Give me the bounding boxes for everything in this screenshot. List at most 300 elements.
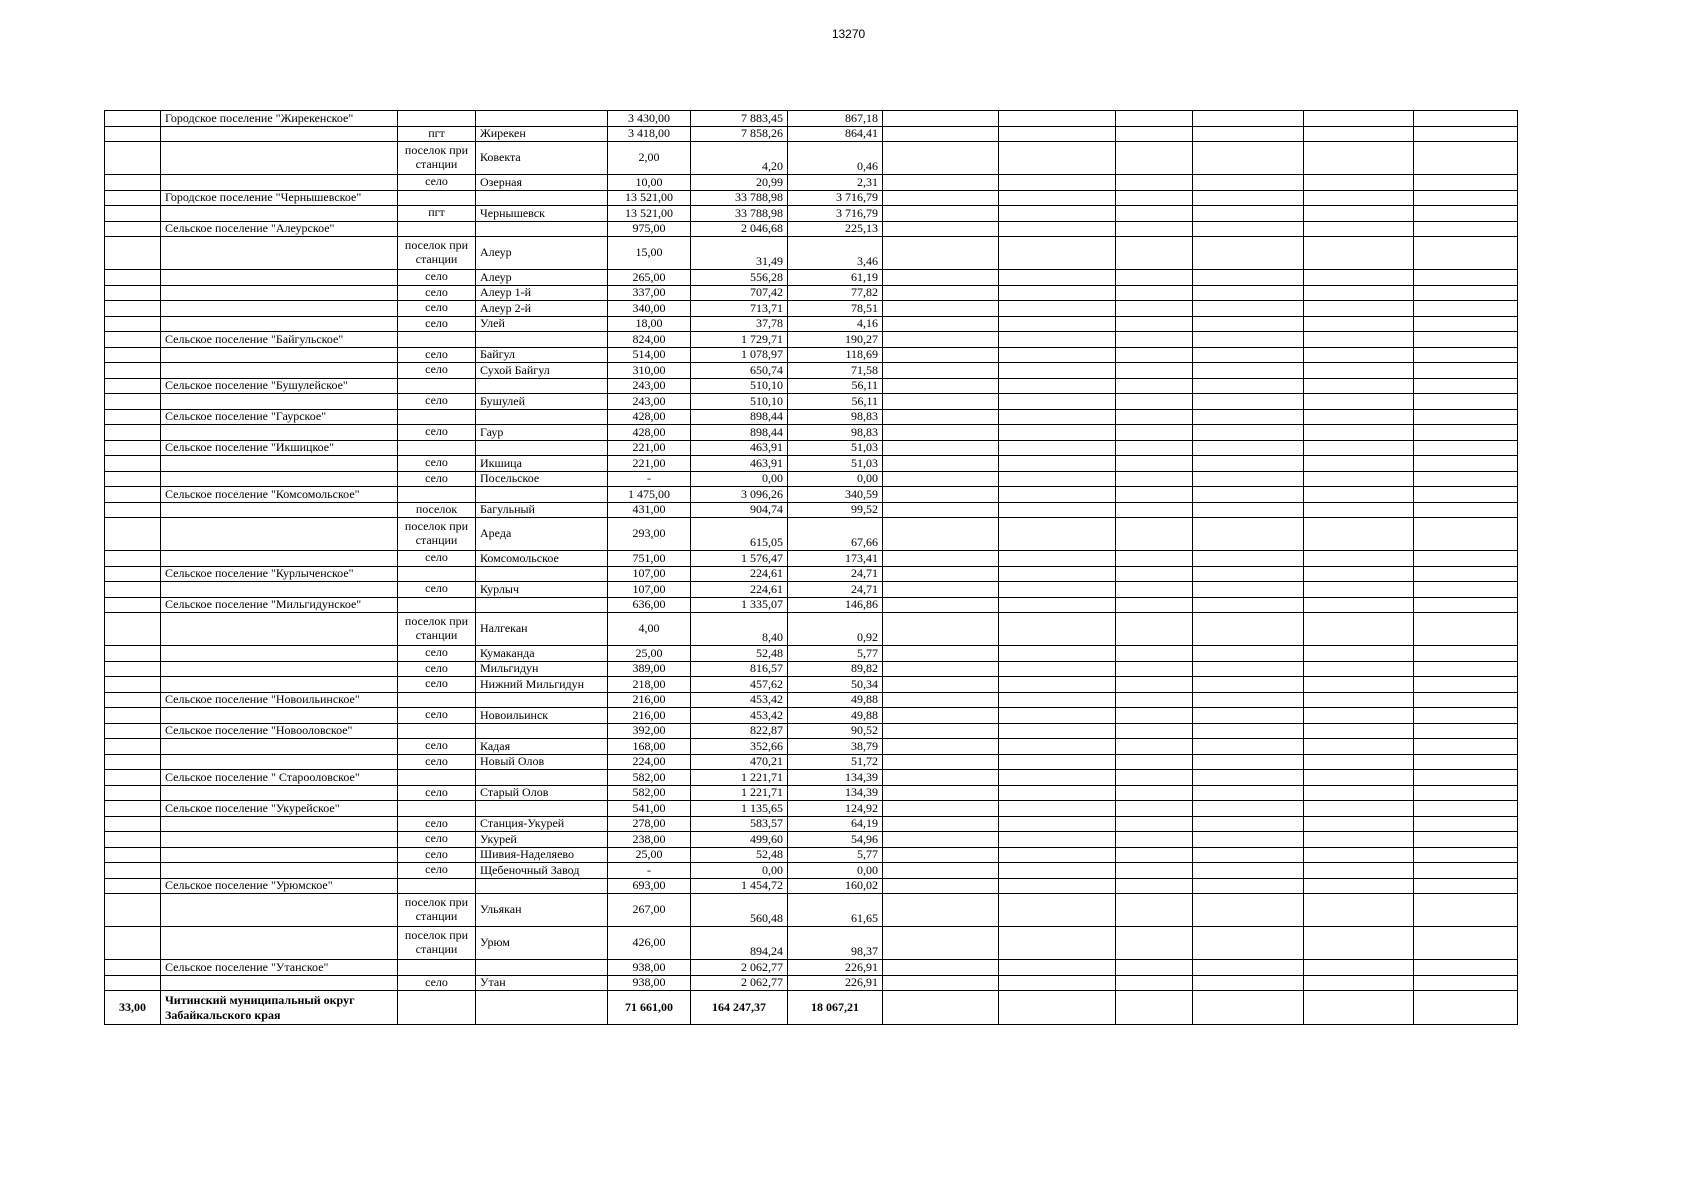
empty-cell xyxy=(883,723,999,739)
empty-cell xyxy=(999,597,1116,613)
row-number-cell xyxy=(105,126,161,142)
empty-cell xyxy=(1304,440,1414,456)
table-row xyxy=(105,126,1518,142)
empty-cell xyxy=(883,739,999,755)
settlement-type-cell xyxy=(398,551,476,567)
empty-cell xyxy=(999,316,1116,332)
settlement-type-cell xyxy=(398,126,476,142)
settlement-name-cell: Сухой Байгул xyxy=(476,363,608,379)
value-2-cell: 816,57 xyxy=(691,661,788,677)
settlement-type-label: село xyxy=(425,707,448,722)
value-2-cell: 31,49 xyxy=(691,237,788,270)
settlement-name-cell xyxy=(476,221,608,237)
empty-cell xyxy=(1304,471,1414,487)
value-2-cell: 0,00 xyxy=(691,471,788,487)
value-2-cell: 904,74 xyxy=(691,502,788,518)
settlement-type-cell xyxy=(398,378,476,394)
empty-cell xyxy=(1193,960,1304,976)
empty-cell xyxy=(999,409,1116,425)
value-2-cell: 898,44 xyxy=(691,425,788,441)
empty-cell xyxy=(999,692,1116,708)
empty-cell xyxy=(1193,816,1304,832)
value-3-cell: 51,03 xyxy=(788,440,883,456)
table-row xyxy=(105,975,1518,991)
empty-cell xyxy=(1304,708,1414,724)
value-3-cell: 61,19 xyxy=(788,270,883,286)
settlement-type-cell xyxy=(398,175,476,191)
municipality-name-cell xyxy=(161,708,398,724)
municipality-name-cell xyxy=(161,832,398,848)
value-3-cell: 0,00 xyxy=(788,471,883,487)
empty-cell xyxy=(1414,487,1518,503)
table-row xyxy=(105,692,1518,708)
row-number-cell xyxy=(105,301,161,317)
empty-cell xyxy=(999,832,1116,848)
settlement-type-cell xyxy=(398,692,476,708)
empty-cell xyxy=(1193,175,1304,191)
empty-cell xyxy=(1116,991,1193,1025)
empty-cell xyxy=(883,692,999,708)
municipality-name-cell: Сельское поселение "Бушулейское" xyxy=(161,378,398,394)
empty-cell xyxy=(883,551,999,567)
empty-cell xyxy=(999,487,1116,503)
empty-cell xyxy=(883,316,999,332)
empty-cell xyxy=(1414,471,1518,487)
value-3-cell: 18 067,21 xyxy=(788,991,883,1025)
empty-cell xyxy=(1414,708,1518,724)
table-row xyxy=(105,770,1518,786)
value-1-cell: 428,00 xyxy=(608,409,691,425)
value-2-cell: 3 096,26 xyxy=(691,487,788,503)
settlement-name-cell xyxy=(476,378,608,394)
empty-cell xyxy=(1116,551,1193,567)
empty-cell xyxy=(883,440,999,456)
empty-cell xyxy=(1414,363,1518,379)
empty-cell xyxy=(999,221,1116,237)
empty-cell xyxy=(1414,692,1518,708)
municipality-name-cell: Сельское поселение "Урюмское" xyxy=(161,878,398,894)
settlement-type-cell xyxy=(398,785,476,801)
settlement-type-label: село xyxy=(425,738,448,753)
empty-cell xyxy=(1193,440,1304,456)
settlement-name-cell xyxy=(476,723,608,739)
value-3-cell: 2,31 xyxy=(788,175,883,191)
empty-cell xyxy=(999,551,1116,567)
empty-cell xyxy=(1304,175,1414,191)
empty-cell xyxy=(883,832,999,848)
value-1-cell: 13 521,00 xyxy=(608,206,691,222)
empty-cell xyxy=(1304,597,1414,613)
empty-cell xyxy=(883,754,999,770)
table-row xyxy=(105,518,1518,551)
municipality-name-cell: Городское поселение "Чернышевское" xyxy=(161,190,398,206)
empty-cell xyxy=(1414,425,1518,441)
settlement-type-cell xyxy=(398,770,476,786)
empty-cell xyxy=(1193,927,1304,960)
empty-cell xyxy=(1414,801,1518,817)
municipality-name-cell xyxy=(161,175,398,191)
empty-cell xyxy=(999,301,1116,317)
empty-cell xyxy=(1116,175,1193,191)
settlement-type-label: поселок xyxy=(415,502,458,516)
value-1-cell: 428,00 xyxy=(608,425,691,441)
settlement-name-cell: Озерная xyxy=(476,175,608,191)
value-2-cell: 453,42 xyxy=(691,708,788,724)
row-number-cell xyxy=(105,394,161,410)
empty-cell xyxy=(1304,394,1414,410)
table-row xyxy=(105,347,1518,363)
settlement-name-cell: Кадая xyxy=(476,739,608,755)
row-number-cell xyxy=(105,175,161,191)
settlement-type-cell xyxy=(398,518,476,551)
empty-cell xyxy=(1193,487,1304,503)
empty-cell xyxy=(883,471,999,487)
empty-cell xyxy=(1414,347,1518,363)
row-number-cell xyxy=(105,723,161,739)
settlement-type-cell xyxy=(398,847,476,863)
empty-cell xyxy=(999,456,1116,472)
table-row xyxy=(105,613,1518,646)
empty-cell xyxy=(999,518,1116,551)
value-3-cell: 64,19 xyxy=(788,816,883,832)
settlement-name-cell: Алеур 1-й xyxy=(476,285,608,301)
settlement-name-cell: Гаур xyxy=(476,425,608,441)
row-number-cell xyxy=(105,692,161,708)
empty-cell xyxy=(883,816,999,832)
settlement-type-cell xyxy=(398,363,476,379)
empty-cell xyxy=(1304,960,1414,976)
empty-cell xyxy=(1116,960,1193,976)
settlement-type-cell xyxy=(398,832,476,848)
empty-cell xyxy=(999,646,1116,662)
value-1-cell: 582,00 xyxy=(608,770,691,786)
empty-cell xyxy=(1304,456,1414,472)
value-3-cell: 56,11 xyxy=(788,378,883,394)
table-row xyxy=(105,502,1518,518)
settlement-type-cell xyxy=(398,975,476,991)
value-1-cell: 267,00 xyxy=(608,894,691,927)
row-number-cell xyxy=(105,551,161,567)
settlement-type-cell xyxy=(398,723,476,739)
empty-cell xyxy=(1414,566,1518,582)
empty-cell xyxy=(1193,363,1304,379)
table-row xyxy=(105,332,1518,348)
value-2-cell: 894,24 xyxy=(691,927,788,960)
municipality-name-cell xyxy=(161,456,398,472)
settlement-name-cell xyxy=(476,597,608,613)
empty-cell xyxy=(999,754,1116,770)
empty-cell xyxy=(1116,597,1193,613)
settlement-type-label: село xyxy=(425,550,448,565)
empty-cell xyxy=(1414,894,1518,927)
settlement-name-cell: Алеур 2-й xyxy=(476,301,608,317)
table-row xyxy=(105,175,1518,191)
empty-cell xyxy=(1304,927,1414,960)
empty-cell xyxy=(999,739,1116,755)
empty-cell xyxy=(1304,190,1414,206)
settlement-type-cell xyxy=(398,206,476,222)
value-2-cell: 615,05 xyxy=(691,518,788,551)
value-3-cell: 173,41 xyxy=(788,551,883,567)
value-2-cell: 52,48 xyxy=(691,646,788,662)
table-row xyxy=(105,661,1518,677)
row-number-cell xyxy=(105,739,161,755)
table-row xyxy=(105,878,1518,894)
settlement-type-cell xyxy=(398,613,476,646)
value-3-cell: 118,69 xyxy=(788,347,883,363)
value-1-cell: 107,00 xyxy=(608,566,691,582)
value-3-cell: 24,71 xyxy=(788,582,883,598)
settlement-type-cell xyxy=(398,566,476,582)
empty-cell xyxy=(1193,692,1304,708)
row-number-cell xyxy=(105,847,161,863)
settlement-type-label: поселок при станции xyxy=(404,143,469,171)
empty-cell xyxy=(1116,975,1193,991)
settlement-type-cell xyxy=(398,237,476,270)
row-number-cell xyxy=(105,801,161,817)
municipality-name-cell: Сельское поселение "Мильгидунское" xyxy=(161,597,398,613)
settlement-name-cell: Укурей xyxy=(476,832,608,848)
empty-cell xyxy=(999,502,1116,518)
table-row xyxy=(105,723,1518,739)
empty-cell xyxy=(1304,518,1414,551)
municipality-name-cell: Сельское поселение "Укурейское" xyxy=(161,801,398,817)
municipality-name-cell xyxy=(161,847,398,863)
empty-cell xyxy=(1193,126,1304,142)
settlement-type-cell xyxy=(398,471,476,487)
empty-cell xyxy=(1116,378,1193,394)
row-number-cell xyxy=(105,487,161,503)
settlement-type-label: село xyxy=(425,285,448,299)
empty-cell xyxy=(883,394,999,410)
settlement-type-label: село xyxy=(425,785,448,799)
empty-cell xyxy=(1304,801,1414,817)
value-2-cell: 898,44 xyxy=(691,409,788,425)
empty-cell xyxy=(1414,927,1518,960)
value-3-cell: 24,71 xyxy=(788,566,883,582)
municipality-name-cell: Сельское поселение "Комсомольское" xyxy=(161,487,398,503)
row-number-cell xyxy=(105,878,161,894)
empty-cell xyxy=(1193,754,1304,770)
row-number-cell xyxy=(105,332,161,348)
settlement-name-cell: Налгекан xyxy=(476,613,608,646)
empty-cell xyxy=(1193,646,1304,662)
settlement-type-label: село xyxy=(425,174,448,189)
municipality-name-cell: Сельское поселение "Утанское" xyxy=(161,960,398,976)
empty-cell xyxy=(1116,927,1193,960)
empty-cell xyxy=(1414,332,1518,348)
empty-cell xyxy=(1116,770,1193,786)
page-number: 13270 xyxy=(831,27,866,41)
row-number-cell xyxy=(105,425,161,441)
empty-cell xyxy=(1304,332,1414,348)
value-1-cell: 389,00 xyxy=(608,661,691,677)
empty-cell xyxy=(1414,237,1518,270)
settlement-name-cell xyxy=(476,409,608,425)
settlement-type-label: село xyxy=(425,831,448,846)
row-number-cell xyxy=(105,285,161,301)
table-row xyxy=(105,316,1518,332)
empty-cell xyxy=(1414,816,1518,832)
empty-cell xyxy=(1193,502,1304,518)
settlement-type-label: поселок при станции xyxy=(404,614,469,642)
settlement-type-label: пгт xyxy=(428,126,445,140)
empty-cell xyxy=(1116,440,1193,456)
settlement-type-cell xyxy=(398,894,476,927)
value-1-cell: 25,00 xyxy=(608,847,691,863)
value-3-cell: 56,11 xyxy=(788,394,883,410)
value-2-cell: 463,91 xyxy=(691,456,788,472)
table-row xyxy=(105,237,1518,270)
empty-cell xyxy=(1304,613,1414,646)
empty-cell xyxy=(1116,723,1193,739)
empty-cell xyxy=(1414,739,1518,755)
value-3-cell: 0,00 xyxy=(788,863,883,879)
empty-cell xyxy=(1116,894,1193,927)
settlement-type-cell xyxy=(398,708,476,724)
empty-cell xyxy=(1304,878,1414,894)
empty-cell xyxy=(1414,878,1518,894)
value-1-cell: 582,00 xyxy=(608,785,691,801)
settlement-name-cell: Комсомольское xyxy=(476,551,608,567)
empty-cell xyxy=(883,975,999,991)
value-3-cell: 50,34 xyxy=(788,677,883,693)
value-3-cell: 0,46 xyxy=(788,142,883,175)
empty-cell xyxy=(1193,316,1304,332)
municipality-name-cell xyxy=(161,816,398,832)
empty-cell xyxy=(1304,111,1414,127)
empty-cell xyxy=(1193,301,1304,317)
value-2-cell: 1 335,07 xyxy=(691,597,788,613)
value-1-cell: 18,00 xyxy=(608,316,691,332)
empty-cell xyxy=(999,378,1116,394)
table-row xyxy=(105,378,1518,394)
settlement-type-label: село xyxy=(425,269,448,284)
municipality-name-cell xyxy=(161,613,398,646)
empty-cell xyxy=(999,975,1116,991)
empty-cell xyxy=(1304,316,1414,332)
settlement-type-cell xyxy=(398,646,476,662)
empty-cell xyxy=(1414,518,1518,551)
empty-cell xyxy=(999,347,1116,363)
value-2-cell: 1 221,71 xyxy=(691,785,788,801)
empty-cell xyxy=(1116,878,1193,894)
value-3-cell: 98,83 xyxy=(788,425,883,441)
empty-cell xyxy=(1193,111,1304,127)
value-1-cell: 431,00 xyxy=(608,502,691,518)
empty-cell xyxy=(1414,785,1518,801)
municipality-name-cell xyxy=(161,863,398,879)
row-number-cell xyxy=(105,613,161,646)
settlement-type-cell xyxy=(398,754,476,770)
empty-cell xyxy=(1116,471,1193,487)
value-1-cell: 265,00 xyxy=(608,270,691,286)
empty-cell xyxy=(1414,316,1518,332)
row-number-cell xyxy=(105,363,161,379)
value-2-cell: 1 729,71 xyxy=(691,332,788,348)
table-body xyxy=(105,111,1518,1025)
settlement-type-label: село xyxy=(425,393,448,408)
table-row xyxy=(105,409,1518,425)
empty-cell xyxy=(1414,960,1518,976)
row-number-cell xyxy=(105,566,161,582)
value-1-cell: 541,00 xyxy=(608,801,691,817)
row-number-cell xyxy=(105,142,161,175)
municipality-name-cell: Сельское поселение "Новоильинское" xyxy=(161,692,398,708)
settlement-type-cell xyxy=(398,409,476,425)
value-3-cell: 3 716,79 xyxy=(788,206,883,222)
empty-cell xyxy=(1193,661,1304,677)
empty-cell xyxy=(999,363,1116,379)
empty-cell xyxy=(1304,770,1414,786)
value-2-cell: 1 454,72 xyxy=(691,878,788,894)
row-number-cell xyxy=(105,502,161,518)
empty-cell xyxy=(1193,347,1304,363)
table-row xyxy=(105,301,1518,317)
empty-cell xyxy=(883,863,999,879)
empty-cell xyxy=(883,285,999,301)
value-2-cell: 713,71 xyxy=(691,301,788,317)
row-number-cell xyxy=(105,816,161,832)
municipality-name-cell xyxy=(161,206,398,222)
settlement-type-cell xyxy=(398,597,476,613)
empty-cell xyxy=(1193,597,1304,613)
empty-cell xyxy=(1116,425,1193,441)
empty-cell xyxy=(1193,770,1304,786)
row-number-cell xyxy=(105,785,161,801)
empty-cell xyxy=(1193,190,1304,206)
municipality-name-cell xyxy=(161,425,398,441)
empty-cell xyxy=(1193,551,1304,567)
empty-cell xyxy=(1414,754,1518,770)
empty-cell xyxy=(1116,847,1193,863)
municipality-name-cell: Сельское поселение " Старооловское" xyxy=(161,770,398,786)
value-2-cell: 463,91 xyxy=(691,440,788,456)
empty-cell xyxy=(1116,816,1193,832)
value-2-cell: 2 062,77 xyxy=(691,975,788,991)
settlement-name-cell: Ареда xyxy=(476,518,608,551)
empty-cell xyxy=(1414,221,1518,237)
value-1-cell: 514,00 xyxy=(608,347,691,363)
settlement-type-label: поселок при станции xyxy=(404,519,469,547)
table-row xyxy=(105,801,1518,817)
value-2-cell: 2 062,77 xyxy=(691,960,788,976)
empty-cell xyxy=(1116,409,1193,425)
empty-cell xyxy=(1304,347,1414,363)
empty-cell xyxy=(1304,754,1414,770)
settlement-type-cell xyxy=(398,801,476,817)
value-3-cell: 77,82 xyxy=(788,285,883,301)
empty-cell xyxy=(999,237,1116,270)
settlement-type-label: село xyxy=(425,424,448,439)
empty-cell xyxy=(1304,566,1414,582)
empty-cell xyxy=(1304,816,1414,832)
row-number-cell xyxy=(105,518,161,551)
empty-cell xyxy=(1116,301,1193,317)
empty-cell xyxy=(883,582,999,598)
municipality-name-cell xyxy=(161,347,398,363)
empty-cell xyxy=(999,785,1116,801)
value-1-cell: 636,00 xyxy=(608,597,691,613)
settlement-type-cell xyxy=(398,440,476,456)
empty-cell xyxy=(1414,723,1518,739)
settlement-type-cell xyxy=(398,863,476,879)
value-1-cell: 221,00 xyxy=(608,440,691,456)
row-number-cell xyxy=(105,316,161,332)
value-1-cell: 1 475,00 xyxy=(608,487,691,503)
table-row xyxy=(105,960,1518,976)
value-2-cell: 2 046,68 xyxy=(691,221,788,237)
